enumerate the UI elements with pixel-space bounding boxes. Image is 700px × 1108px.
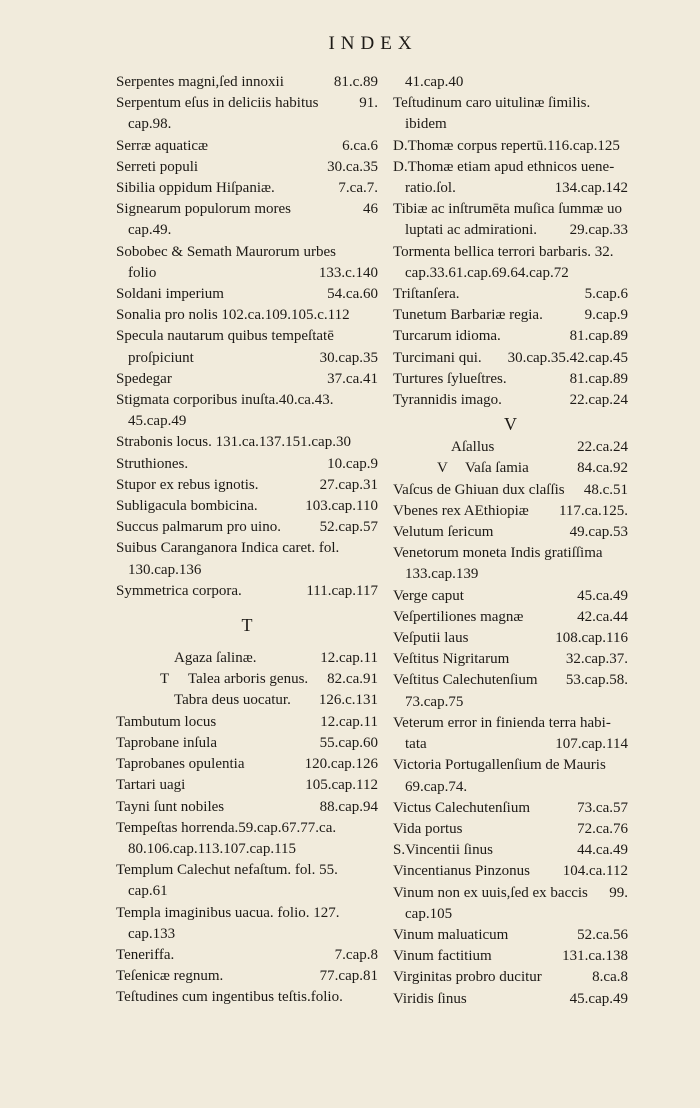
entry-text: Symmetrica corpora. bbox=[116, 582, 242, 599]
entry-term-group bbox=[116, 199, 291, 220]
entry-text: Suibus Caranganora Indica caret. fol. bbox=[116, 540, 340, 557]
entry-term-group bbox=[116, 284, 224, 305]
entry-term-group bbox=[116, 581, 242, 602]
index-entry bbox=[393, 755, 628, 776]
entry-term-group bbox=[116, 517, 281, 538]
index-entry bbox=[393, 649, 628, 670]
entry-text: Strabonis locus. 131.ca.137.151.cap.30 bbox=[116, 434, 351, 451]
entry-reference: 54.ca.60 bbox=[327, 286, 378, 303]
index-entry bbox=[393, 670, 628, 691]
index-entry bbox=[393, 458, 628, 479]
entry-reference: 117.ca.125. bbox=[558, 502, 628, 519]
entry-text: Tartari uagi bbox=[116, 777, 186, 794]
entry-term-group bbox=[116, 369, 172, 390]
index-entry-continuation: cap.105 bbox=[405, 905, 453, 922]
entry-term-group bbox=[116, 987, 343, 1008]
entry-text: Taprobanes opulentia bbox=[116, 756, 245, 773]
entry-reference: 5.cap.6 bbox=[584, 286, 628, 303]
entry-text: Teneriffa. bbox=[116, 946, 175, 963]
index-entry bbox=[116, 690, 378, 711]
entry-text: Vinum maluaticum bbox=[393, 926, 509, 943]
entry-term-group bbox=[393, 628, 468, 649]
index-entry bbox=[116, 390, 378, 411]
entry-text: Virginitas probro ducitur bbox=[393, 969, 542, 986]
entry-reference: 6.ca.6 bbox=[342, 137, 378, 154]
section-letter-v: V bbox=[504, 414, 517, 435]
index-entry bbox=[116, 72, 378, 93]
index-entry bbox=[116, 432, 378, 453]
entry-term-group bbox=[116, 775, 185, 796]
index-entry-continuation: 45.cap.49 bbox=[128, 413, 187, 430]
entry-reference: 99. bbox=[609, 884, 628, 901]
entry-term-group bbox=[393, 840, 493, 861]
entry-reference: 42.ca.44 bbox=[577, 608, 628, 625]
entry-text: Templum Calechut nefaſtum. fol. 55. bbox=[116, 862, 338, 879]
entry-term-group bbox=[116, 432, 351, 453]
entry-text: Veſtitus Calechutenſium bbox=[393, 672, 538, 689]
entry-reference: 32.cap.37. bbox=[565, 651, 628, 668]
entry-text: Turtures ſylueſtres. bbox=[393, 370, 507, 387]
entry-text: Taprobane inſula bbox=[116, 734, 217, 751]
entry-reference: 7.ca.7. bbox=[338, 180, 378, 197]
entry-reference: 9.cap.9 bbox=[584, 307, 628, 324]
entry-reference: 88.cap.94 bbox=[319, 798, 378, 815]
index-entry-continuation bbox=[116, 263, 378, 284]
entry-text: Soldani imperium bbox=[116, 286, 224, 303]
entry-reference: 120.cap.126 bbox=[304, 756, 378, 773]
entry-text: Tambutum locus bbox=[116, 713, 217, 730]
entry-text: proſpiciunt bbox=[128, 349, 194, 366]
entry-reference: 12.cap.11 bbox=[320, 713, 378, 730]
entry-reference: 52.ca.56 bbox=[577, 926, 628, 943]
entry-reference: 37.ca.41 bbox=[327, 370, 378, 387]
entry-text: Spedegar bbox=[116, 370, 172, 387]
entry-reference: 10.cap.9 bbox=[327, 455, 378, 472]
index-entry bbox=[116, 517, 378, 538]
entry-text: Sobobec & Semath Maurorum urbes bbox=[116, 243, 336, 260]
entry-reference: 12.cap.11 bbox=[320, 650, 378, 667]
entry-term-group bbox=[116, 157, 198, 178]
entry-term-group bbox=[116, 966, 223, 987]
entry-reference: 45.cap.49 bbox=[569, 990, 628, 1007]
entry-term-group bbox=[393, 480, 565, 501]
entry-text: Vinum factitium bbox=[393, 948, 492, 965]
index-entry-continuation: 73.cap.75 bbox=[405, 693, 464, 710]
index-entry bbox=[393, 522, 628, 543]
entry-reference: 22.ca.24 bbox=[577, 439, 628, 456]
entry-term-group bbox=[451, 437, 494, 458]
index-entry-continuation: 133.cap.139 bbox=[405, 566, 479, 583]
entry-text: Sonalia pro nolis 102.ca.109.105.c.112 bbox=[116, 307, 350, 324]
entry-text: luptati ac admirationi. bbox=[405, 222, 538, 239]
entry-text: Tabra deus uocatur. bbox=[174, 692, 291, 709]
index-entry bbox=[393, 305, 628, 326]
entry-term-group bbox=[116, 754, 245, 775]
index-entry bbox=[393, 925, 628, 946]
entry-term-group bbox=[393, 390, 502, 411]
entry-term-group bbox=[116, 903, 339, 924]
index-entry-continuation: cap.133 bbox=[128, 925, 176, 942]
index-entry-continuation bbox=[393, 220, 628, 241]
entry-text: Serpentum eſus in deliciis habitus bbox=[116, 95, 319, 112]
entry-reference: 22.cap.24 bbox=[569, 392, 628, 409]
entry-text: Vaſa ſamia bbox=[465, 460, 529, 477]
entry-term-group bbox=[116, 945, 174, 966]
index-entry bbox=[116, 966, 378, 987]
entry-reference: 49.cap.53 bbox=[569, 524, 628, 541]
index-entry-continuation bbox=[393, 178, 628, 199]
index-entry bbox=[116, 199, 378, 220]
entry-text: Veſputii laus bbox=[393, 630, 469, 647]
index-entry bbox=[116, 945, 378, 966]
index-entry bbox=[393, 883, 628, 904]
index-entry bbox=[116, 733, 378, 754]
index-entry-continuation bbox=[116, 348, 378, 369]
entry-text: Serræ aquaticæ bbox=[116, 137, 209, 154]
entry-term-group bbox=[393, 157, 614, 178]
entry-term-group bbox=[116, 733, 217, 754]
entry-term-group bbox=[393, 242, 614, 263]
entry-reference: 30.ca.35 bbox=[327, 158, 378, 175]
entry-text: Specula nautarum quibus tempeſtatē bbox=[116, 328, 334, 345]
entry-reference: 27.cap.31 bbox=[319, 476, 378, 493]
index-entry bbox=[116, 775, 378, 796]
entry-text: folio bbox=[128, 264, 157, 281]
entry-text: tata bbox=[405, 736, 427, 753]
index-entry bbox=[393, 819, 628, 840]
entry-term-group bbox=[393, 369, 507, 390]
index-entry bbox=[116, 648, 378, 669]
entry-text: Tyrannidis imago. bbox=[393, 392, 502, 409]
index-entry bbox=[116, 712, 378, 733]
entry-text: Veterum error in finienda terra habi- bbox=[393, 714, 611, 731]
index-entry bbox=[116, 797, 378, 818]
index-entry bbox=[393, 326, 628, 347]
entry-text: Verge caput bbox=[393, 587, 464, 604]
entry-text: S.Vincentii ſinus bbox=[393, 842, 493, 859]
entry-term-group bbox=[116, 326, 334, 347]
entry-text: Serpentes magni,ſed innoxii bbox=[116, 74, 284, 90]
index-entry bbox=[116, 754, 378, 775]
entry-term-group bbox=[393, 199, 622, 220]
entry-term-group bbox=[393, 607, 523, 628]
index-entry bbox=[393, 199, 628, 220]
entry-term-group bbox=[116, 72, 284, 93]
index-entry bbox=[116, 669, 378, 690]
entry-reference: 131.ca.138 bbox=[562, 948, 628, 965]
index-entry bbox=[116, 860, 378, 881]
entry-text: Templa imaginibus uacua. folio. 127. bbox=[116, 904, 340, 921]
entry-reference: 81.cap.89 bbox=[569, 370, 628, 387]
index-entry bbox=[116, 136, 378, 157]
index-entry bbox=[393, 861, 628, 882]
index-entry bbox=[393, 713, 628, 734]
index-entry bbox=[116, 818, 378, 839]
entry-term-group bbox=[393, 883, 588, 904]
index-entry bbox=[393, 607, 628, 628]
entry-reference: 134.cap.142 bbox=[554, 180, 628, 197]
entry-term-group bbox=[116, 475, 259, 496]
entry-term-group bbox=[116, 454, 188, 475]
entry-term-group bbox=[393, 93, 590, 114]
entry-text: Turcarum idioma. bbox=[393, 328, 501, 345]
index-entry bbox=[393, 989, 628, 1010]
entry-term-group bbox=[146, 669, 308, 690]
entry-text: Veſtitus Nigritarum bbox=[393, 651, 510, 668]
entry-text: Vincentianus Pinzonus bbox=[393, 863, 530, 880]
index-entry bbox=[393, 798, 628, 819]
entry-term-group bbox=[116, 818, 336, 839]
entry-reference: 82.ca.91 bbox=[327, 671, 378, 688]
entry-text: Struthiones. bbox=[116, 455, 189, 472]
entry-text: Vbenes rex AEthiopiæ bbox=[393, 502, 529, 519]
index-entry bbox=[393, 390, 628, 411]
entry-text: D.Thomæ etiam apud ethnicos uene- bbox=[393, 158, 615, 175]
entry-text: ratio.ſol. bbox=[405, 180, 456, 197]
index-entry bbox=[393, 628, 628, 649]
entry-text: Viridis ſinus bbox=[393, 990, 467, 1007]
index-entry-continuation: cap.33.61.cap.69.64.cap.72 bbox=[405, 264, 569, 281]
entry-term-group bbox=[393, 543, 603, 564]
entry-text: Stigmata corporibus inuſta.40.ca.43. bbox=[116, 392, 334, 409]
entry-reference: 8.ca.8 bbox=[592, 969, 628, 986]
index-entry bbox=[116, 326, 378, 347]
entry-reference: 81.c.89 bbox=[333, 74, 378, 90]
entry-term-group bbox=[174, 648, 256, 669]
entry-reference: 30.cap.35.42.cap.45 bbox=[507, 349, 628, 366]
index-entry bbox=[393, 157, 628, 178]
entry-term-group bbox=[393, 861, 530, 882]
entry-text: Venetorum moneta Indis gratiſſima bbox=[393, 545, 603, 562]
entry-term-group bbox=[116, 93, 318, 114]
index-entry bbox=[393, 369, 628, 390]
entry-reference: 45.ca.49 bbox=[577, 587, 628, 604]
entry-text: Teſtudinum caro uitulinæ ſimilis. bbox=[393, 95, 591, 112]
entry-text: Sibilia oppidum Hiſpaniæ. bbox=[116, 180, 275, 197]
section-letter-t: T bbox=[241, 615, 253, 636]
entry-reference: 29.cap.33 bbox=[569, 222, 628, 239]
entry-term-group bbox=[393, 136, 620, 157]
entry-term-group bbox=[393, 755, 606, 776]
index-entry bbox=[393, 967, 628, 988]
entry-reference: 46 bbox=[363, 201, 378, 218]
entry-text: Teſtudines cum ingentibus teſtis.folio. bbox=[116, 989, 343, 1006]
entry-reference: 73.ca.57 bbox=[577, 799, 628, 816]
index-entry bbox=[116, 93, 378, 114]
entry-reference: 55.cap.60 bbox=[319, 734, 378, 751]
entry-reference: 104.ca.112 bbox=[562, 863, 628, 880]
index-entry bbox=[393, 284, 628, 305]
index-entry bbox=[393, 93, 628, 114]
index-entry bbox=[393, 136, 628, 157]
index-entry bbox=[116, 284, 378, 305]
entry-text: Victoria Portugallenſium de Mauris bbox=[393, 757, 606, 774]
page-header: INDEX bbox=[328, 33, 418, 54]
entry-text: Triſtanſera. bbox=[393, 286, 460, 303]
entry-term-group bbox=[116, 242, 336, 263]
index-entry bbox=[116, 496, 378, 517]
entry-term-group bbox=[393, 586, 464, 607]
entry-reference: 52.cap.57 bbox=[319, 519, 378, 536]
index-entry bbox=[393, 586, 628, 607]
index-entry bbox=[393, 348, 628, 369]
entry-term-group bbox=[393, 284, 460, 305]
entry-term-group bbox=[393, 348, 482, 369]
entry-term-group bbox=[116, 390, 333, 411]
entry-reference: 84.ca.92 bbox=[577, 460, 628, 477]
entry-term-group bbox=[116, 797, 224, 818]
entry-text: Vaſcus de Ghiuan dux claſſis bbox=[393, 481, 565, 498]
index-entry-continuation: 69.cap.74. bbox=[405, 778, 468, 795]
entry-term-group bbox=[116, 136, 208, 157]
entry-text: Teſenicæ regnum. bbox=[116, 968, 224, 985]
entry-term-group bbox=[393, 670, 538, 691]
index-entry bbox=[116, 903, 378, 924]
spacer bbox=[116, 602, 378, 612]
index-entry bbox=[116, 305, 378, 326]
entry-term-group bbox=[393, 819, 463, 840]
entry-term-group bbox=[393, 649, 509, 670]
index-entry bbox=[393, 480, 628, 501]
entry-text: Talea arboris genus. bbox=[188, 671, 309, 688]
entry-reference: 81.cap.89 bbox=[569, 328, 628, 345]
entry-term-group bbox=[393, 326, 501, 347]
index-entry bbox=[116, 454, 378, 475]
entry-term-group bbox=[393, 713, 611, 734]
entry-text: Vida portus bbox=[393, 820, 463, 837]
index-entry-continuation: 41.cap.40 bbox=[405, 74, 464, 90]
entry-term-group bbox=[116, 712, 216, 733]
entry-reference: 77.cap.81 bbox=[319, 968, 378, 985]
section-initial: V bbox=[437, 460, 448, 477]
index-entry bbox=[393, 946, 628, 967]
index-entry bbox=[116, 475, 378, 496]
entry-term-group bbox=[174, 690, 291, 711]
entry-text: Victus Calechutenſium bbox=[393, 799, 530, 816]
entry-reference: 91. bbox=[359, 95, 378, 112]
entry-text: Aſallus bbox=[451, 439, 495, 456]
entry-term-group bbox=[116, 860, 338, 881]
entry-text: Serreti populi bbox=[116, 158, 199, 175]
entry-text: Subligacula bombicina. bbox=[116, 498, 258, 515]
entry-text: Vinum non ex uuis,ſed ex baccis bbox=[393, 884, 588, 901]
index-entry-continuation: ibidem bbox=[405, 116, 447, 133]
entry-term-group bbox=[393, 305, 543, 326]
right-column bbox=[393, 72, 628, 1010]
section-initial: T bbox=[160, 671, 170, 688]
entry-text: Signearum populorum mores bbox=[116, 201, 291, 218]
entry-reference: 111.cap.117 bbox=[306, 582, 378, 599]
index-entry-continuation bbox=[393, 734, 628, 755]
entry-term-group bbox=[393, 925, 508, 946]
entry-term-group bbox=[393, 522, 493, 543]
entry-text: Tibiæ ac inſtrumēta muſica ſummæ uo bbox=[393, 201, 623, 218]
entry-text: Turcimani qui. bbox=[393, 349, 482, 366]
entry-reference: 107.cap.114 bbox=[555, 736, 628, 753]
entry-text: Agaza ſalinæ. bbox=[174, 650, 257, 667]
index-entry bbox=[116, 581, 378, 602]
entry-term-group bbox=[116, 538, 339, 559]
entry-text: Tunetum Barbariæ regia. bbox=[393, 307, 543, 324]
index-entry-continuation: cap.98. bbox=[128, 116, 172, 133]
index-entry bbox=[116, 178, 378, 199]
entry-text: Tayni ſunt nobiles bbox=[116, 798, 225, 815]
index-entry bbox=[393, 501, 628, 522]
entry-text: Velutum ſericum bbox=[393, 524, 494, 541]
entry-term-group bbox=[393, 798, 530, 819]
entry-term-group bbox=[116, 305, 350, 326]
index-entry-continuation: cap.61 bbox=[128, 883, 168, 900]
index-entry bbox=[393, 242, 628, 263]
index-entry bbox=[116, 538, 378, 559]
entry-reference: 7.cap.8 bbox=[334, 946, 378, 963]
index-entry bbox=[116, 987, 378, 1008]
entry-text: Tormenta bellica terrori barbaris. 32. bbox=[393, 243, 614, 260]
entry-term-group bbox=[116, 496, 258, 517]
index-entry bbox=[116, 242, 378, 263]
entry-text: Stupor ex rebus ignotis. bbox=[116, 476, 259, 493]
entry-term-group bbox=[393, 946, 492, 967]
entry-reference: 30.cap.35 bbox=[319, 349, 378, 366]
entry-reference: 126.c.131 bbox=[318, 692, 378, 709]
entry-reference: 133.c.140 bbox=[318, 264, 378, 281]
entry-term-group bbox=[393, 501, 529, 522]
index-entry bbox=[393, 437, 628, 458]
index-entry-continuation: 80.106.cap.113.107.cap.115 bbox=[128, 840, 297, 857]
entry-reference: 53.cap.58. bbox=[565, 672, 628, 689]
index-entry bbox=[393, 543, 628, 564]
entry-text: Veſpertiliones magnæ bbox=[393, 608, 524, 625]
entry-text: Succus palmarum pro uino. bbox=[116, 519, 281, 536]
entry-text: D.Thomæ corpus repertū.116.cap.125 bbox=[393, 137, 620, 154]
entry-term-group bbox=[116, 178, 275, 199]
entry-reference: 108.cap.116 bbox=[555, 630, 628, 647]
entry-reference: 105.cap.112 bbox=[305, 777, 378, 794]
index-entry bbox=[116, 157, 378, 178]
entry-text: Tempeſtas horrenda.59.cap.67.77.ca. bbox=[116, 819, 337, 836]
entry-reference: 44.ca.49 bbox=[577, 842, 628, 859]
entry-term-group bbox=[423, 458, 529, 479]
entry-reference: 72.ca.76 bbox=[577, 820, 628, 837]
index-entry bbox=[393, 840, 628, 861]
entry-term-group bbox=[393, 967, 542, 988]
entry-reference: 48.c.51 bbox=[583, 481, 628, 498]
entry-term-group bbox=[393, 989, 467, 1010]
entry-reference: 103.cap.110 bbox=[305, 498, 378, 515]
spacer bbox=[116, 638, 378, 648]
index-entry bbox=[116, 369, 378, 390]
left-column bbox=[116, 72, 378, 1009]
index-entry-continuation: 130.cap.136 bbox=[128, 561, 202, 578]
index-entry-continuation: cap.49. bbox=[128, 222, 172, 239]
